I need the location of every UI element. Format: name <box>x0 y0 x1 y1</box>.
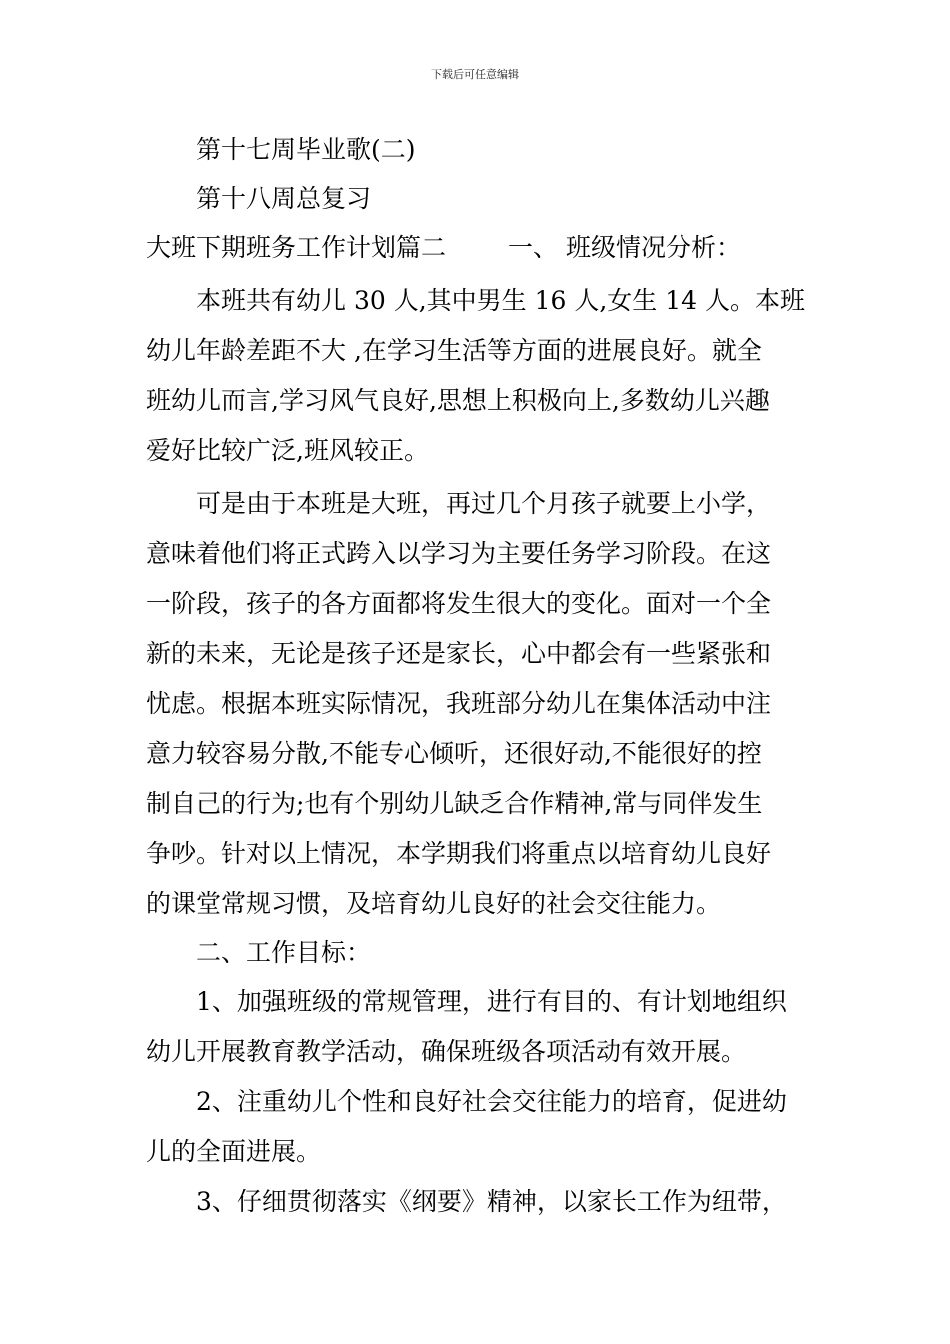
paragraph-line: 本班共有幼儿 30 人,其中男生 16 人,女生 14 人。本班 <box>196 286 806 315</box>
paragraph-line: 的课堂常规习惯，及培育幼儿良好的社会交往能力。 <box>146 889 722 918</box>
paragraph-line: 意味着他们将正式跨入以学习为主要任务学习阶段。在这 <box>146 539 772 568</box>
plan-title-line <box>146 233 741 263</box>
section2-heading: 二、工作目标： <box>196 938 372 967</box>
paragraph-line: 3、仔细贯彻落实《纲要》精神，以家长工作为纽带， <box>196 1187 787 1216</box>
week17-line: 第十七周毕业歌(二) <box>196 135 416 164</box>
paragraph-line: 新的未来，无论是孩子还是家长，心中都会有一些紧张和 <box>146 639 772 668</box>
paragraph-line: 一阶段，孩子的各方面都将发生很大的变化。面对一个全 <box>146 589 772 618</box>
section1-heading: 一、 班级情况分析： <box>508 233 741 262</box>
paragraph-line: 忧虑。根据本班实际情况，我班部分幼儿在集体活动中注 <box>146 689 772 718</box>
paragraph-line: 1、加强班级的常规管理，进行有目的、有计划地组织 <box>196 987 787 1016</box>
paragraph-line: 班幼儿而言,学习风气良好,思想上积极向上,多数幼儿兴趣 <box>146 386 770 415</box>
paragraph-line: 意力较容易分散,不能专心倾听，还很好动,不能很好的控 <box>146 739 762 768</box>
paragraph-line: 爱好比较广泛,班风较正。 <box>146 436 429 465</box>
paragraph-line: 2、注重幼儿个性和良好社会交往能力的培育，促进幼 <box>196 1087 787 1116</box>
paragraph-line: 制自己的行为;也有个别幼儿缺乏合作精神,常与同伴发生 <box>146 789 763 818</box>
paragraph-line: 可是由于本班是大班，再过几个月孩子就要上小学， <box>196 489 772 518</box>
week18-line: 第十八周总复习 <box>196 184 372 213</box>
paragraph-line: 幼儿开展教育教学活动，确保班级各项活动有效开展。 <box>146 1037 747 1066</box>
page-header: 下载后可任意编辑 <box>431 68 519 81</box>
paragraph-line: 幼儿年龄差距不大 ,在学习生活等方面的进展良好。就全 <box>146 336 762 365</box>
plan-title: 大班下期班务工作计划篇二 <box>146 233 447 262</box>
paragraph-line: 争吵。针对以上情况，本学期我们将重点以培育幼儿良好 <box>146 839 772 868</box>
paragraph-line: 儿的全面进展。 <box>146 1137 322 1166</box>
